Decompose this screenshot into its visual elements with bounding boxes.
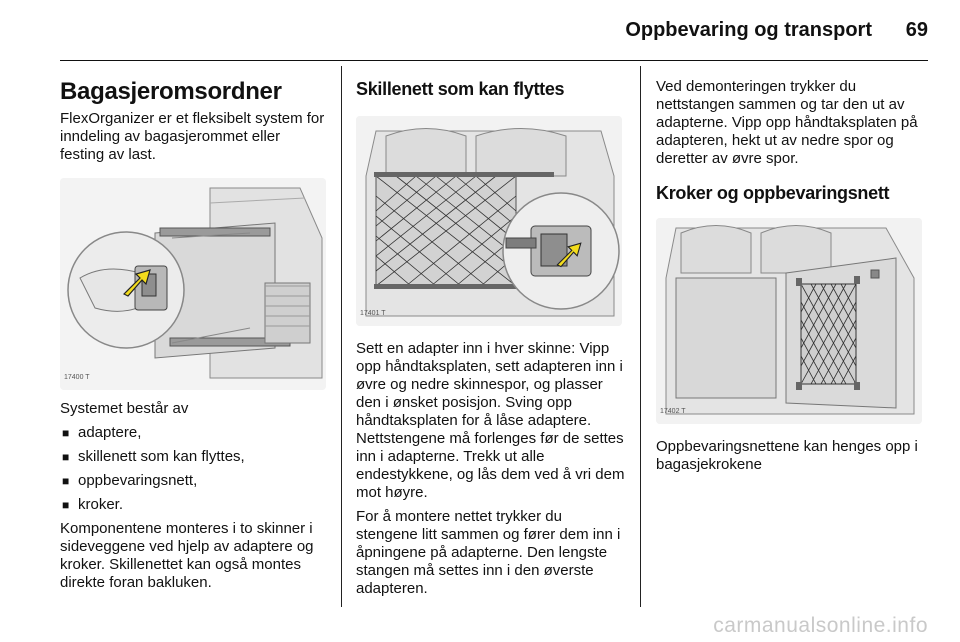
- list-intro: Systemet består av: [60, 400, 189, 417]
- list-item: ■ oppbevaringsnett,: [60, 472, 328, 490]
- oppbevaringsnett-illustration: [656, 218, 922, 424]
- figure-label: 17402 T: [660, 408, 686, 415]
- figure-label: 17400 T: [64, 374, 90, 381]
- column-divider: [640, 66, 641, 607]
- figure-flexorganizer: [60, 178, 326, 390]
- header-title: Oppbevaring og transport: [625, 19, 872, 41]
- component-list: [60, 424, 328, 514]
- list-item: ■ skillenett som kan flyttes,: [60, 448, 328, 466]
- flexorganizer-illustration: [60, 178, 326, 390]
- arrow-icon: [552, 236, 588, 272]
- column-1: [60, 68, 328, 598]
- montering-paragraph: For å montere nettet trykker du stengene litt sammen og fører dem inn i åpningene på adapterne. Den lengste stangen må settes inn i den øverste adapteren.: [356, 508, 621, 597]
- arrow-icon: [118, 262, 158, 302]
- figure-label: 17401 T: [360, 310, 386, 317]
- page-header: [625, 19, 928, 49]
- intro-paragraph: FlexOrganizer er et fleksibelt system for inndeling av bagasjerommet eller festing av last.: [60, 110, 325, 163]
- mounting-paragraph: Komponentene monteres i to skinner i sideveggene ved hjelp av adaptere og kroker. Skillenettet kan også montes direkte foran bakluken.: [60, 520, 314, 591]
- page-number: 69: [905, 19, 928, 41]
- column-divider: [341, 66, 342, 607]
- column-2: [356, 68, 626, 604]
- figure-skillenett: [356, 116, 622, 326]
- figure-oppbevaringsnett: [656, 218, 922, 424]
- header-rule: [60, 60, 928, 61]
- oppbevaringsnett-paragraph: Oppbevaringsnettene kan henges opp i bagasjekrokene: [656, 438, 918, 473]
- section-heading-kroker: Kroker og oppbevaringsnett: [656, 183, 890, 203]
- demontering-paragraph: Ved demonteringen trykker du nettstangen sammen og tar den ut av adapterne. Vipp opp håndtaksplaten på adapteren, hekt ut av nedre spor og deretter av øvre spor.: [656, 78, 918, 167]
- skillenett-illustration: [356, 116, 622, 326]
- adapter-paragraph: Sett en adapter inn i hver skinne: Vipp opp håndtaksplaten, sett adapteren inn i øvre og nedre skinnespor, og plasser den i ønsket posisjon. Sving opp håndtaksplaten for å låse adaptere. Nettstengene må forlenges før de settes inn i adapterne. Trekk ut alle endestykkene, og lås dem ved å vri dem mot høyre.: [356, 340, 625, 501]
- list-item: ■ adaptere,: [60, 424, 328, 442]
- watermark: carmanualsonline.info: [713, 614, 928, 637]
- section-heading-bagasjeromsordner: Bagasjeromsordner: [60, 78, 282, 105]
- section-heading-skillenett: Skillenett som kan flyttes: [356, 79, 565, 99]
- list-item: ■ kroker.: [60, 496, 328, 514]
- column-3: [656, 68, 924, 480]
